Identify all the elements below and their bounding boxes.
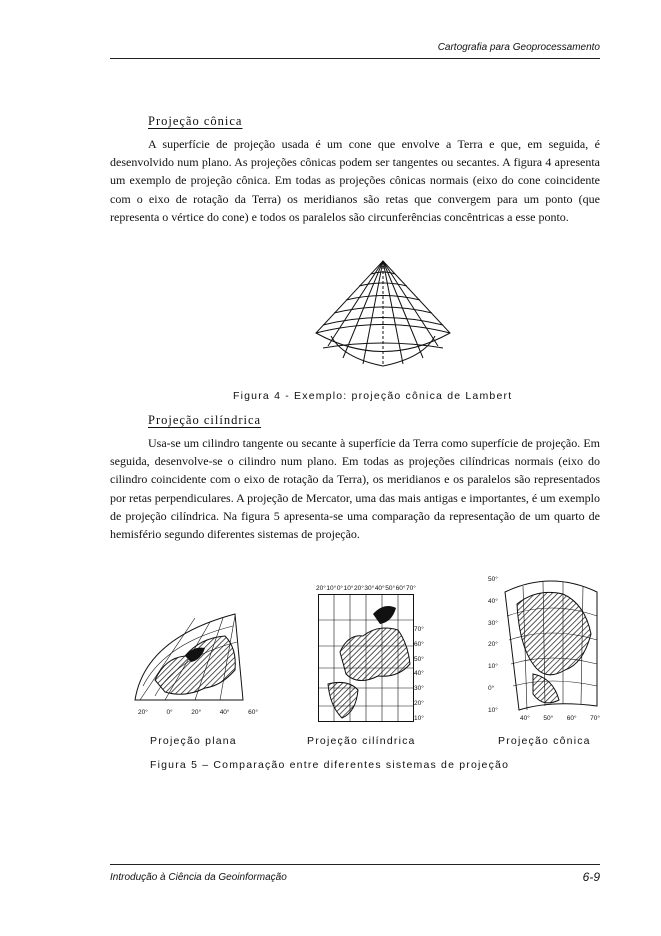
tick-label: 20° — [138, 709, 148, 716]
map-projecao-plana — [125, 608, 255, 718]
cilindrica-top-ticks — [316, 585, 416, 592]
conica-bottom-ticks — [520, 715, 600, 722]
paragraph-cilindrica: Usa-se um cilindro tangente ou secante à superfície da Terra como superfície de projeção. Em seguida, desenvolve-se o cilindro num plano. Em todas as projeções cilíndricas normais (eixo do cilindro coincidente com o eixo de rotação da Terra), os meridianos e os paralelos são representados por retas perpendiculares. A projeção de Mercator, uma das mais antigas e importantes, é um exemplo de projeção cilíndrica. Na figura 5 apresenta-se uma comparação da representação de um quarto de hemisfério segundo diferentes sistemas de projeção. — [110, 436, 600, 542]
tick-label: 20° — [316, 585, 326, 592]
tick-label: 70° — [590, 715, 600, 722]
map-projecao-cilindrica — [318, 594, 414, 722]
tick-label: 10° — [488, 706, 498, 714]
book-title: Introdução à Ciência da Geoinformação — [110, 872, 287, 883]
panel-label-cilindrica: Projeção cilíndrica — [307, 735, 416, 747]
tick-label: 0° — [336, 585, 344, 592]
section-heading-conica: Projeção cônica — [148, 114, 243, 128]
tick-label: 40° — [414, 670, 424, 678]
paragraph-conica: A superfície de projeção usada é um cone que envolve a Terra e que, em seguida, é desenvolvido num plano. As projeções cônicas podem ser tangentes ou secantes. A figura 4 apresenta um exemplo de projeção cônica. Em todas as projeções cônicas normais (eixo do cone coincidente com o eixo de rotação da Terra) os meridianos são retas que convergem para um ponto (que representa o vértice do cone) e todos os paralelos são circunferências concêntricas a esse ponto. — [110, 137, 600, 224]
tick-label: 20° — [414, 700, 424, 708]
tick-label: 30° — [364, 585, 375, 592]
page-footer — [110, 864, 600, 887]
tick-label: 10° — [488, 663, 498, 671]
tick-label: 10° — [326, 585, 337, 592]
panel-label-conica: Projeção cônica — [498, 735, 591, 747]
tick-label: 70° — [414, 626, 424, 633]
map-projecao-conica — [503, 574, 599, 714]
tick-label: 50° — [385, 585, 396, 592]
tick-label: 20° — [354, 585, 364, 592]
tick-label: 60° — [414, 640, 424, 648]
tick-label: 20° — [488, 641, 498, 649]
tick-label: 0° — [166, 709, 173, 716]
tick-label: 20° — [191, 709, 202, 716]
section-heading-cilindrica: Projeção cilíndrica — [148, 413, 262, 427]
panel-label-plana: Projeção plana — [150, 735, 237, 747]
tick-label: 50° — [488, 576, 498, 583]
tick-label: 50° — [414, 655, 424, 663]
page-number: 6-9 — [582, 870, 600, 884]
tick-label: 0° — [488, 685, 495, 693]
plana-bottom-ticks — [138, 709, 258, 716]
tick-label: 40° — [374, 585, 385, 592]
tick-label: 60° — [566, 715, 577, 722]
tick-label: 50° — [543, 715, 554, 722]
figure-4-cone-diagram — [313, 258, 453, 378]
tick-label: 10° — [414, 714, 424, 722]
cilindrica-side-ticks — [414, 626, 424, 722]
tick-label: 30° — [488, 619, 498, 627]
tick-label: 70° — [406, 585, 416, 592]
running-title: Cartografia para Geoprocessamento — [437, 42, 600, 53]
tick-label: 40° — [219, 709, 230, 716]
figure-5-caption: Figura 5 – Comparação entre diferentes sistemas de projeção — [150, 759, 510, 771]
tick-label: 40° — [520, 715, 530, 722]
tick-label: 60° — [395, 585, 406, 592]
tick-label: 10° — [343, 585, 354, 592]
running-header — [110, 42, 600, 59]
figure-4-caption: Figura 4 - Exemplo: projeção cônica de Lambert — [233, 390, 513, 402]
tick-label: 60° — [248, 709, 258, 716]
tick-label: 40° — [488, 597, 498, 605]
tick-label: 30° — [414, 685, 424, 693]
conica-side-ticks — [488, 576, 498, 714]
